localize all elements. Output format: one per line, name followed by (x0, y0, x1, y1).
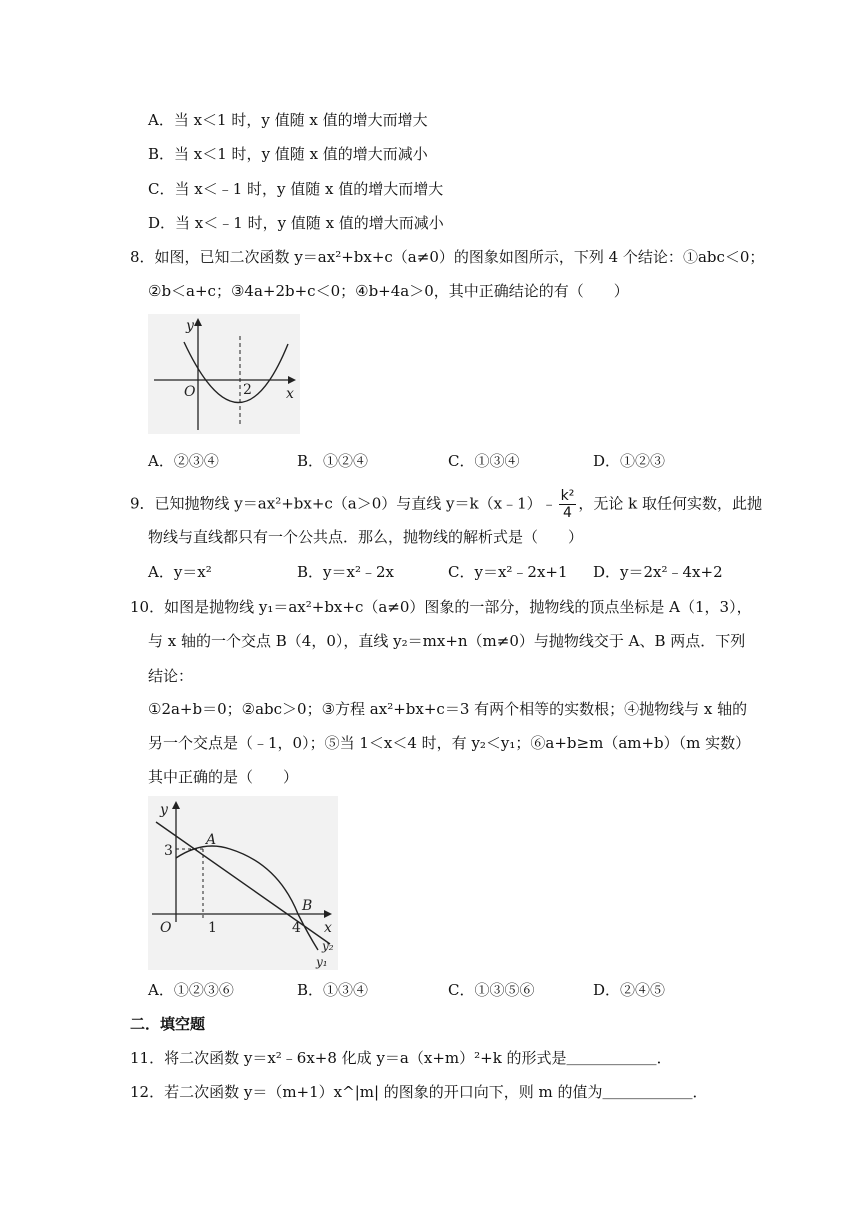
q10-figure (148, 796, 338, 970)
q8-line1: 8．如图，已知二次函数 y＝ax²+bx+c（a≠0）的图象如图所示，下列 4 个结论：①abc＜0； (130, 248, 765, 266)
q8-option-a: A．②③④ (148, 452, 219, 470)
q10-label-a: A (206, 832, 217, 848)
q8-y-axis-label: y (186, 318, 194, 334)
q7-option-c: C．当 x＜﹣1 时，y 值随 x 值的增大而增大 (148, 180, 444, 198)
q10-label-1: 1 (208, 920, 217, 936)
q8-option-d: D．①②③ (593, 452, 666, 470)
q9-fraction-denominator: 4 (563, 505, 572, 521)
q11-text: 11．将二次函数 y＝x²﹣6x+8 化成 y＝a（x+m）²+k 的形式是＿＿＿＿＿＿． (130, 1049, 672, 1067)
q10-y-axis-label: y (160, 802, 168, 818)
q7-option-d: D．当 x＜﹣1 时，y 值随 x 值的增大而减小 (148, 214, 444, 232)
q10-line6: 其中正确的是（ ） (148, 768, 299, 786)
q10-option-d: D．②④⑤ (593, 981, 666, 999)
q10-option-a: A．①②③⑥ (148, 981, 234, 999)
q8-option-c: C．①③④ (448, 452, 520, 470)
q9-line1 (130, 488, 762, 521)
q10-line1: 10．如图是抛物线 y₁＝ax²+bx+c（a≠0）图象的一部分，抛物线的顶点坐标是 A（1，3）， (130, 598, 752, 616)
q10-line4: ①2a+b＝0；②abc＞0；③方程 ax²+bx+c＝3 有两个相等的实数根；④抛物线与 x 轴的 (148, 700, 748, 718)
q7-option-b: B．当 x＜1 时，y 值随 x 值的增大而减小 (148, 145, 428, 163)
q9-option-c: C．y＝x²﹣2x+1 (448, 563, 568, 581)
q9-option-b: B．y＝x²﹣2x (297, 563, 394, 581)
q10-label-y1: y₁ (316, 955, 328, 969)
q10-label-b: B (302, 898, 313, 914)
q10-label-3: 3 (164, 843, 173, 859)
q8-tick-label-2: 2 (243, 382, 252, 398)
q10-x-axis-label: x (324, 920, 332, 936)
q10-option-b: B．①③④ (297, 981, 369, 999)
q9-option-d: D．y＝2x²﹣4x+2 (593, 563, 723, 581)
q9-line1-end: ，无论 k 取任何实数，此抛 (578, 494, 762, 513)
q10-origin-label: O (160, 920, 172, 936)
q10-label-4: 4 (292, 920, 301, 936)
q10-line5: 另一个交点是（﹣1，0）；⑤当 1＜x＜4 时，有 y₂＜y₁；⑥a+b≥m（am+b）（m 实数） (148, 734, 751, 752)
q10-label-y2: y₂ (322, 939, 334, 953)
q8-figure (148, 314, 300, 434)
q9-fraction (559, 488, 577, 521)
q10-line3: 结论： (148, 667, 194, 685)
q10-line2: 与 x 轴的一个交点 B（4，0），直线 y₂＝mx+n（m≠0）与抛物线交于 A、B 两点．下列 (148, 632, 746, 650)
q10-option-c: C．①③⑤⑥ (448, 981, 535, 999)
section-2-title: 二．填空题 (130, 1015, 206, 1033)
q8-x-axis-label: x (286, 386, 294, 402)
q9-line1-start: 9．已知抛物线 y＝ax²+bx+c（a＞0）与直线 y＝k（x﹣1）﹣ (130, 494, 557, 513)
q12-text: 12．若二次函数 y＝（m+1）x^|m| 的图象的开口向下，则 m 的值为＿＿＿＿＿＿． (130, 1083, 708, 1101)
q7-option-a: A．当 x＜1 时，y 值随 x 值的增大而增大 (148, 111, 428, 129)
q9-fraction-numerator: k² (560, 488, 575, 504)
q8-origin-label: O (184, 384, 196, 400)
q8-line2: ②b＜a+c；③4a+2b+c＜0；④b+4a＞0，其中正确结论的有（ ） (148, 282, 629, 300)
q9-line2: 物线与直线都只有一个公共点．那么，抛物线的解析式是（ ） (148, 528, 584, 546)
q9-option-a: A．y＝x² (148, 563, 212, 581)
q8-option-b: B．①②④ (297, 452, 369, 470)
